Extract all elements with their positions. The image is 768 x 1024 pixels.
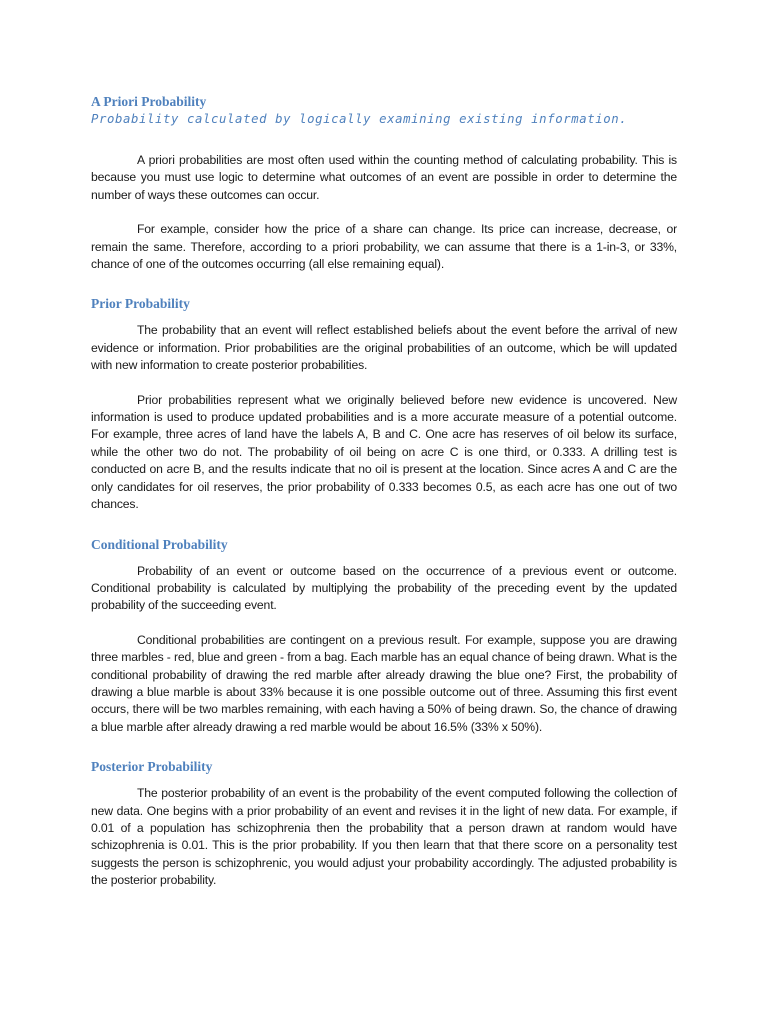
section-conditional-probability — [91, 536, 677, 737]
section-heading: Conditional Probability — [91, 536, 228, 552]
section-posterior-probability — [91, 758, 677, 889]
intro-paragraph: A priori probabilities are most often used within the counting method of calculating probability. This is because you must use logic to determine what outcomes of an event are possible in order to determine the number of ways these outcomes can occur. — [91, 153, 677, 202]
section-heading: Prior Probability — [91, 296, 190, 312]
intro-paragraph: For example, consider how the price of a share can change. Its price can increase, decrease, or remain the same. Therefore, according to a priori probability, we can assume that there is a 1-in-3, or 33%, chance of one of the outcomes occurring (all else remaining equal). — [91, 222, 677, 272]
section-paragraph: Probability of an event or outcome based on the occurrence of a previous event or outcome. Conditional probability is calculated by multiplying the probability of the preceding event by the updated probability of the succeeding event. — [91, 563, 677, 613]
section-paragraph: The probability that an event will reflect established beliefs about the event before the arrival of new evidence or information. Prior probabilities are the original probabilities of an outcome, which be will updated with new information to create posterior probabilities. — [91, 323, 677, 373]
document-subtitle: Probability calculated by logically examining existing information. — [91, 112, 628, 126]
section-paragraph: Conditional probabilities are contingent on a previous result. For example, suppose you are drawing three marbles - red, blue and green - from a bag. Each marble has an equal chance of being drawn. What is the conditional probability of drawing the red marble after already drawing the blue one? First, the probability of drawing a blue marble is about 33% because it is one possible outcome out of three. Assuming this first event occurs, there will be two marbles remaining, with each having a 50% of being drawn. So, the chance of drawing a blue marble after already drawing a red marble would be about 16.5% (33% x 50%). — [91, 632, 677, 734]
document-body — [91, 93, 677, 907]
section-prior-probability — [91, 295, 677, 513]
document-title: A Priori Probability — [91, 94, 207, 109]
section-paragraph: The posterior probability of an event is the probability of the event computed following the collection of new data. One begins with a prior probability of an event and revises it in the light of new data. For example, if 0.01 of a population has schizophrenia then the probability that a person drawn at random would have schizophrenia is 0.01. This is the prior probability. If you then learn that that there score on a personality test suggests the person is schizophrenic, you would adjust your probability accordingly. The adjusted probability is the posterior probability. — [91, 786, 677, 888]
section-heading: Posterior Probability — [91, 759, 213, 775]
section-paragraph: Prior probabilities represent what we originally believed before new evidence is uncovered. New information is used to produce updated probabilities and is a more accurate measure of a potential outcome. For example, three acres of land have the labels A, B and C. One acre has reserves of oil below its surface, while the other two do not. The probability of oil being on acre C is one third, or 0.333. A drilling test is conducted on acre B, and the results indicate that no oil is present at the location. Since acres A and C are the only candidates for oil reserves, the prior probability of 0.333 becomes 0.5, as each acre has one out of two chances. — [91, 392, 677, 512]
